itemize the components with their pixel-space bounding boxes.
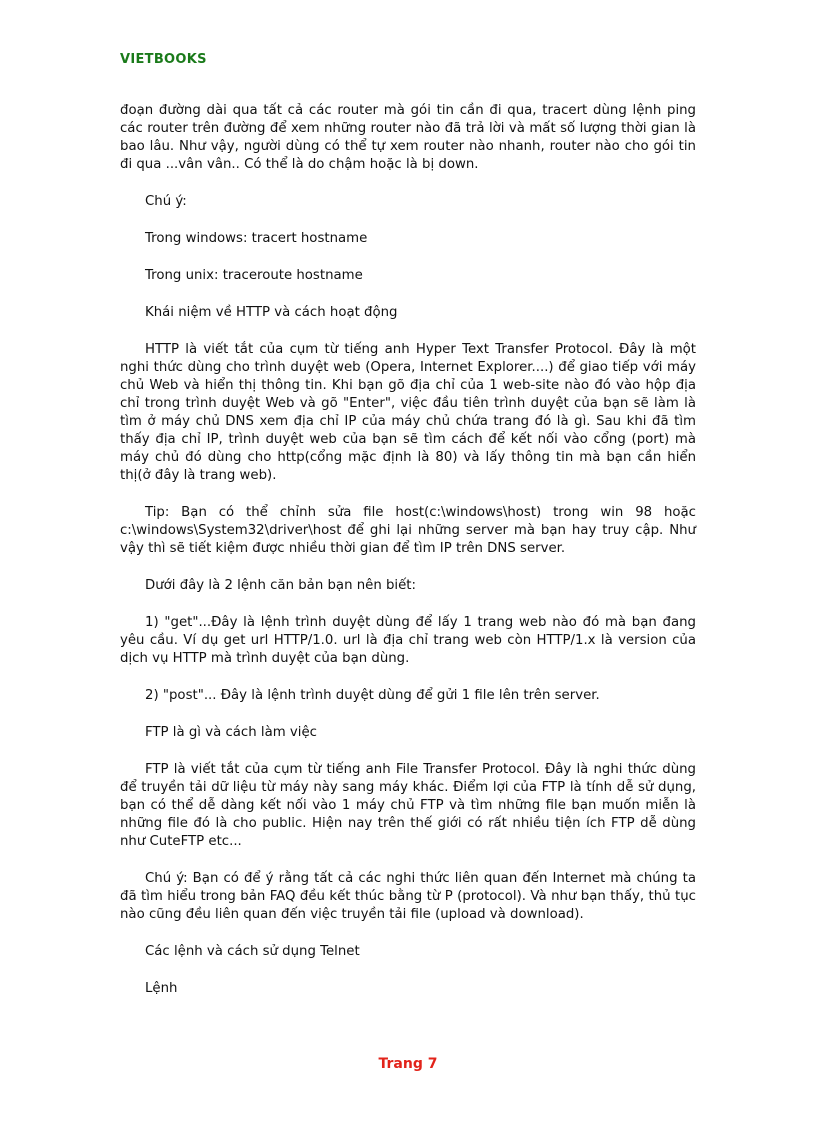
paragraph-note-label: Chú ý: — [145, 194, 187, 209]
paragraph-telnet-heading: Các lệnh và cách sử dụng Telnet — [145, 944, 360, 959]
paragraph-commands-intro: Dưới đây là 2 lệnh căn bản bạn nên biết: — [145, 578, 416, 593]
paragraph-http-body: HTTP là viết tắt của cụm từ tiếng anh Hyper Text Transfer Protocol. Đây là một nghi thức dùng cho trình duyệt web (Opera, Internet Explorer....) để giao tiếp với máy chủ Web và hiển thị thông tin. Khi bạn gõ địa chỉ của 1 web-site nào đó vào hộp địa chỉ trong trình duyệt Web và gõ "Enter", việc đầu tiên trình duyệt của bạn sẽ làm là tìm ở máy chủ DNS xem địa chỉ IP của máy chủ chứa trang đó là gì. Sau khi đã tìm thấy địa chỉ IP, trình duyệt web của bạn sẽ tìm cách để kết nối vào cổng (port) mà máy chủ đó dùng cho http(cổng mặc định là 80) và lấy thông tin mà bạn cần hiển thị(ở đây là trang web). — [120, 342, 696, 483]
document-body — [120, 102, 696, 1017]
paragraph-tip: Tip: Bạn có thể chỉnh sửa file host(c:\windows\host) trong win 98 hoặc c:\windows\System32\driver\host để ghi lại những server mà bạn hay truy cập. Như vậy thì sẽ tiết kiệm được nhiều thời gian để tìm IP trên DNS server. — [120, 505, 696, 556]
paragraph-command-label: Lệnh — [145, 981, 178, 996]
paragraph-tracert-intro: đoạn đường dài qua tất cả các router mà gói tin cần đi qua, tracert dùng lệnh ping các router trên đường để xem những router nào đã trả lời và mất số lượng thời gian là bao lâu. Như vậy, người dùng có thể tự xem router nào nhanh, router nào cho gói tin đi qua ...vân vân.. Có thể là do chậm hoặc là bị down. — [120, 103, 696, 172]
paragraph-http-heading: Khái niệm về HTTP và cách hoạt động — [145, 305, 398, 320]
paragraph-windows-cmd: Trong windows: tracert hostname — [145, 231, 368, 246]
paragraph-get-command: 1) "get"...Đây là lệnh trình duyệt dùng để lấy 1 trang web nào đó mà bạn đang yêu cầu. Ví dụ get url HTTP/1.0. url là địa chỉ trang web còn HTTP/1.x là version của dịch vụ HTTP mà trình duyệt của bạn dùng. — [120, 615, 696, 666]
page-number: Trang 7 — [378, 1056, 438, 1072]
paragraph-protocol-note: Chú ý: Bạn có để ý rằng tất cả các nghi thức liên quan đến Internet mà chúng ta đã tìm hiểu trong bản FAQ đều kết thúc bằng từ P (protocol). Và như bạn thấy, thủ tục nào cũng đều liên quan đến việc truyền tải file (upload và download). — [120, 871, 696, 922]
paragraph-unix-cmd: Trong unix: traceroute hostname — [145, 268, 363, 283]
paragraph-ftp-body: FTP là viết tắt của cụm từ tiếng anh File Transfer Protocol. Đây là nghi thức dùng để truyền tải dữ liệu từ máy này sang máy khác. Điểm lợi của FTP là tính dễ sử dụng, bạn có thể dễ dàng kết nối vào 1 máy chủ FTP và tìm những file bạn muốn miễn là những file đó là cho public. Hiện nay trên thế giới có rất nhiều tiện ích FTP dễ dùng như CuteFTP etc... — [120, 762, 696, 849]
header-brand: VIETBOOKS — [120, 52, 207, 67]
paragraph-ftp-heading: FTP là gì và cách làm việc — [145, 725, 317, 740]
paragraph-post-command: 2) "post"... Đây là lệnh trình duyệt dùng để gửi 1 file lên trên server. — [145, 688, 600, 703]
